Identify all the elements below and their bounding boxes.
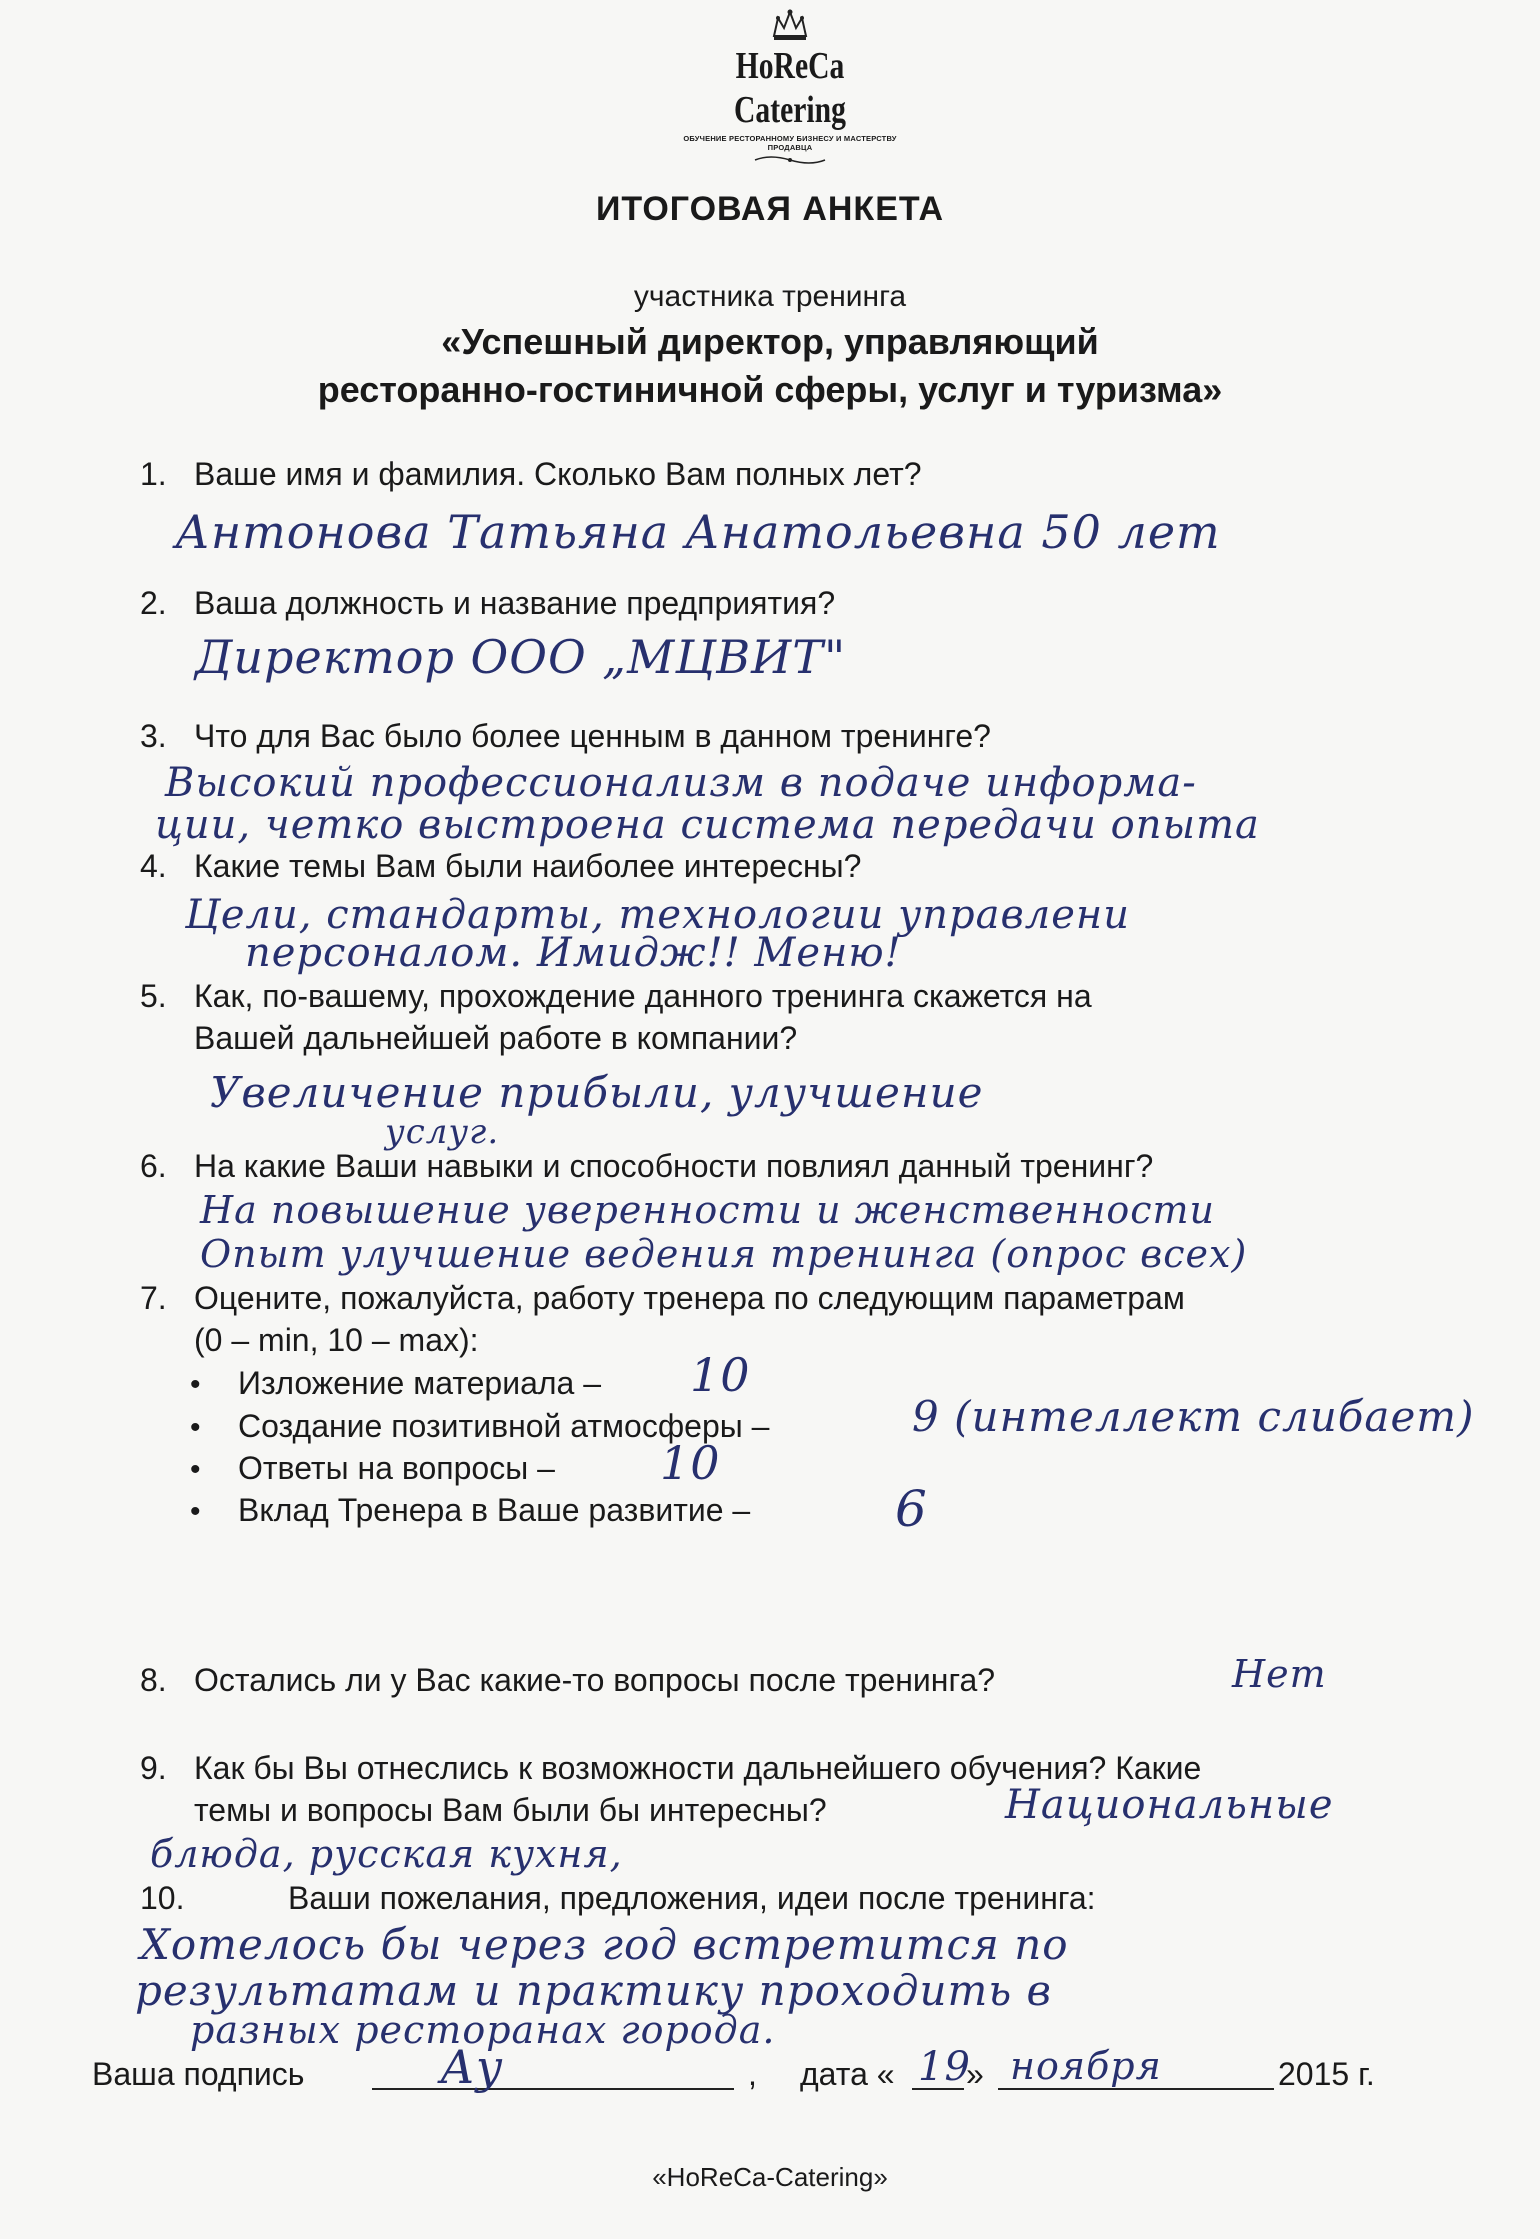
bullet-icon: • [190,1368,201,1401]
question-text: Что для Вас было более ценным в данном тренинге? [194,718,991,754]
date-label: дата « [800,2056,895,2092]
question-text: На какие Ваши навыки и способности повлиял данный тренинг? [194,1148,1154,1184]
course-title-line1: «Успешный директор, управляющий [441,321,1099,362]
logo [660,8,920,152]
bullet-icon: • [190,1495,201,1528]
month-line [998,2088,1274,2090]
question-number: 6. [140,1148,167,1184]
question-number: 7. [140,1280,167,1316]
rating-label: Изложение материала – [238,1365,602,1401]
question-7-cont: (0 – min, 10 – max): [194,1322,479,1358]
question-4 [140,848,861,885]
answer-5-line1: Увеличение прибыли, улучшение [210,1068,984,1117]
logo-tagline: ОБУЧЕНИЕ РЕСТОРАННОМУ БИЗНЕСУ И МАСТЕРСТВУ ПРОДАВЦА [683,134,897,152]
question-8 [140,1662,995,1699]
rating-item [190,1450,555,1487]
answer-8: Нет [1232,1652,1327,1696]
answer-10-line2: результатам и практику проходить в [135,1966,1053,2015]
answer-1: Антонова Татьяна Анатольевна 50 лет [175,505,1221,559]
rating-value: 9 (интеллект слибает) [912,1392,1475,1441]
date-day: 19 [918,2044,971,2090]
question-number: 3. [140,718,167,754]
date-close: » [966,2056,984,2092]
answer-9-inline: Национальные [1005,1782,1334,1828]
answer-4-line1: Цели, стандарты, технологии управлени [185,892,1131,938]
question-5 [140,978,1092,1015]
question-number: 10. [140,1880,185,1916]
ornament-icon [750,154,830,166]
rating-item [190,1365,601,1402]
answer-2: Директор ООО „МЦВИТ" [195,630,847,684]
signature-label: Ваша подпись [92,2056,305,2092]
course-title-line2: ресторанно-гостиничной сферы, услуг и туризма» [317,369,1223,410]
question-text: Ваши пожелания, предложения, идеи после тренинга: [288,1880,1096,1916]
question-text: Оцените, пожалуйста, работу тренера по следующим параметрам [194,1280,1185,1316]
question-1 [140,456,922,493]
question-9-cont: темы и вопросы Вам были бы интересны? [194,1792,827,1828]
bullet-icon: • [190,1453,201,1486]
answer-10-line1: Хотелось бы через год встретится по [140,1920,1069,1969]
rating-value: 10 [690,1348,751,1402]
footer-text: «HoReCa-Catering» [652,2162,888,2192]
logo-text: HoReCa Catering [734,45,846,131]
answer-6-line2: Опыт улучшение ведения тренинга (опрос всех) [200,1232,1248,1276]
question-2 [140,585,835,622]
date-year: 2015 г. [1278,2056,1375,2092]
question-number: 5. [140,978,167,1014]
question-number: 9. [140,1750,167,1786]
question-text: Как бы Вы отнеслись к возможности дальнейшего обучения? Какие [194,1750,1202,1786]
question-text: Как, по-вашему, прохождение данного тренинга скажется на [194,978,1092,1014]
question-text: Ваша должность и название предприятия? [194,585,836,621]
question-text: Какие темы Вам были наиболее интересны? [194,848,862,884]
signature-comma: , [748,2056,757,2092]
answer-3-line1: Высокий профессионализм в подаче информа- [165,760,1197,806]
page-subtitle: участника тренинга [633,280,907,313]
bullet-icon: • [190,1411,201,1444]
rating-label: Вклад Тренера в Ваше развитие – [238,1492,751,1528]
day-line [912,2088,964,2090]
question-7 [140,1280,1185,1317]
course-title [0,318,1540,414]
rating-value: 6 [895,1480,928,1538]
answer-9-line2: блюда, русская кухня, [150,1832,623,1876]
question-text: Остались ли у Вас какие-то вопросы после тренинга? [194,1662,996,1698]
rating-label: Ответы на вопросы – [238,1450,555,1486]
answer-3-line2: ции, четко выстроена система передачи опыта [155,802,1260,848]
answer-6-line1: На повышение уверенности и женственности [200,1188,1216,1232]
question-3 [140,718,991,755]
date-month: ноября [1010,2044,1162,2088]
rating-label: Создание позитивной атмосферы – [238,1408,770,1444]
rating-item [190,1492,750,1529]
question-number: 2. [140,585,167,621]
question-6 [140,1148,1153,1185]
crown-icon [770,8,810,42]
answer-5-line2: услуг. [385,1112,500,1152]
question-number: 4. [140,848,167,884]
page-title: ИТОГОВАЯ АНКЕТА [595,190,945,228]
question-number: 1. [140,456,167,492]
rating-value: 10 [660,1436,721,1490]
signature-line [372,2088,734,2090]
answer-4-line2: персоналом. Имидж!! Меню! [245,930,902,976]
question-10 [140,1880,1096,1917]
question-5-cont: Вашей дальнейшей работе в компании? [194,1020,798,1056]
answer-10-line3: разных ресторанах города. [190,2008,776,2052]
question-text: Ваше имя и фамилия. Сколько Вам полных лет? [194,456,922,492]
signature-mark: Ау [440,2040,504,2094]
question-number: 8. [140,1662,167,1698]
